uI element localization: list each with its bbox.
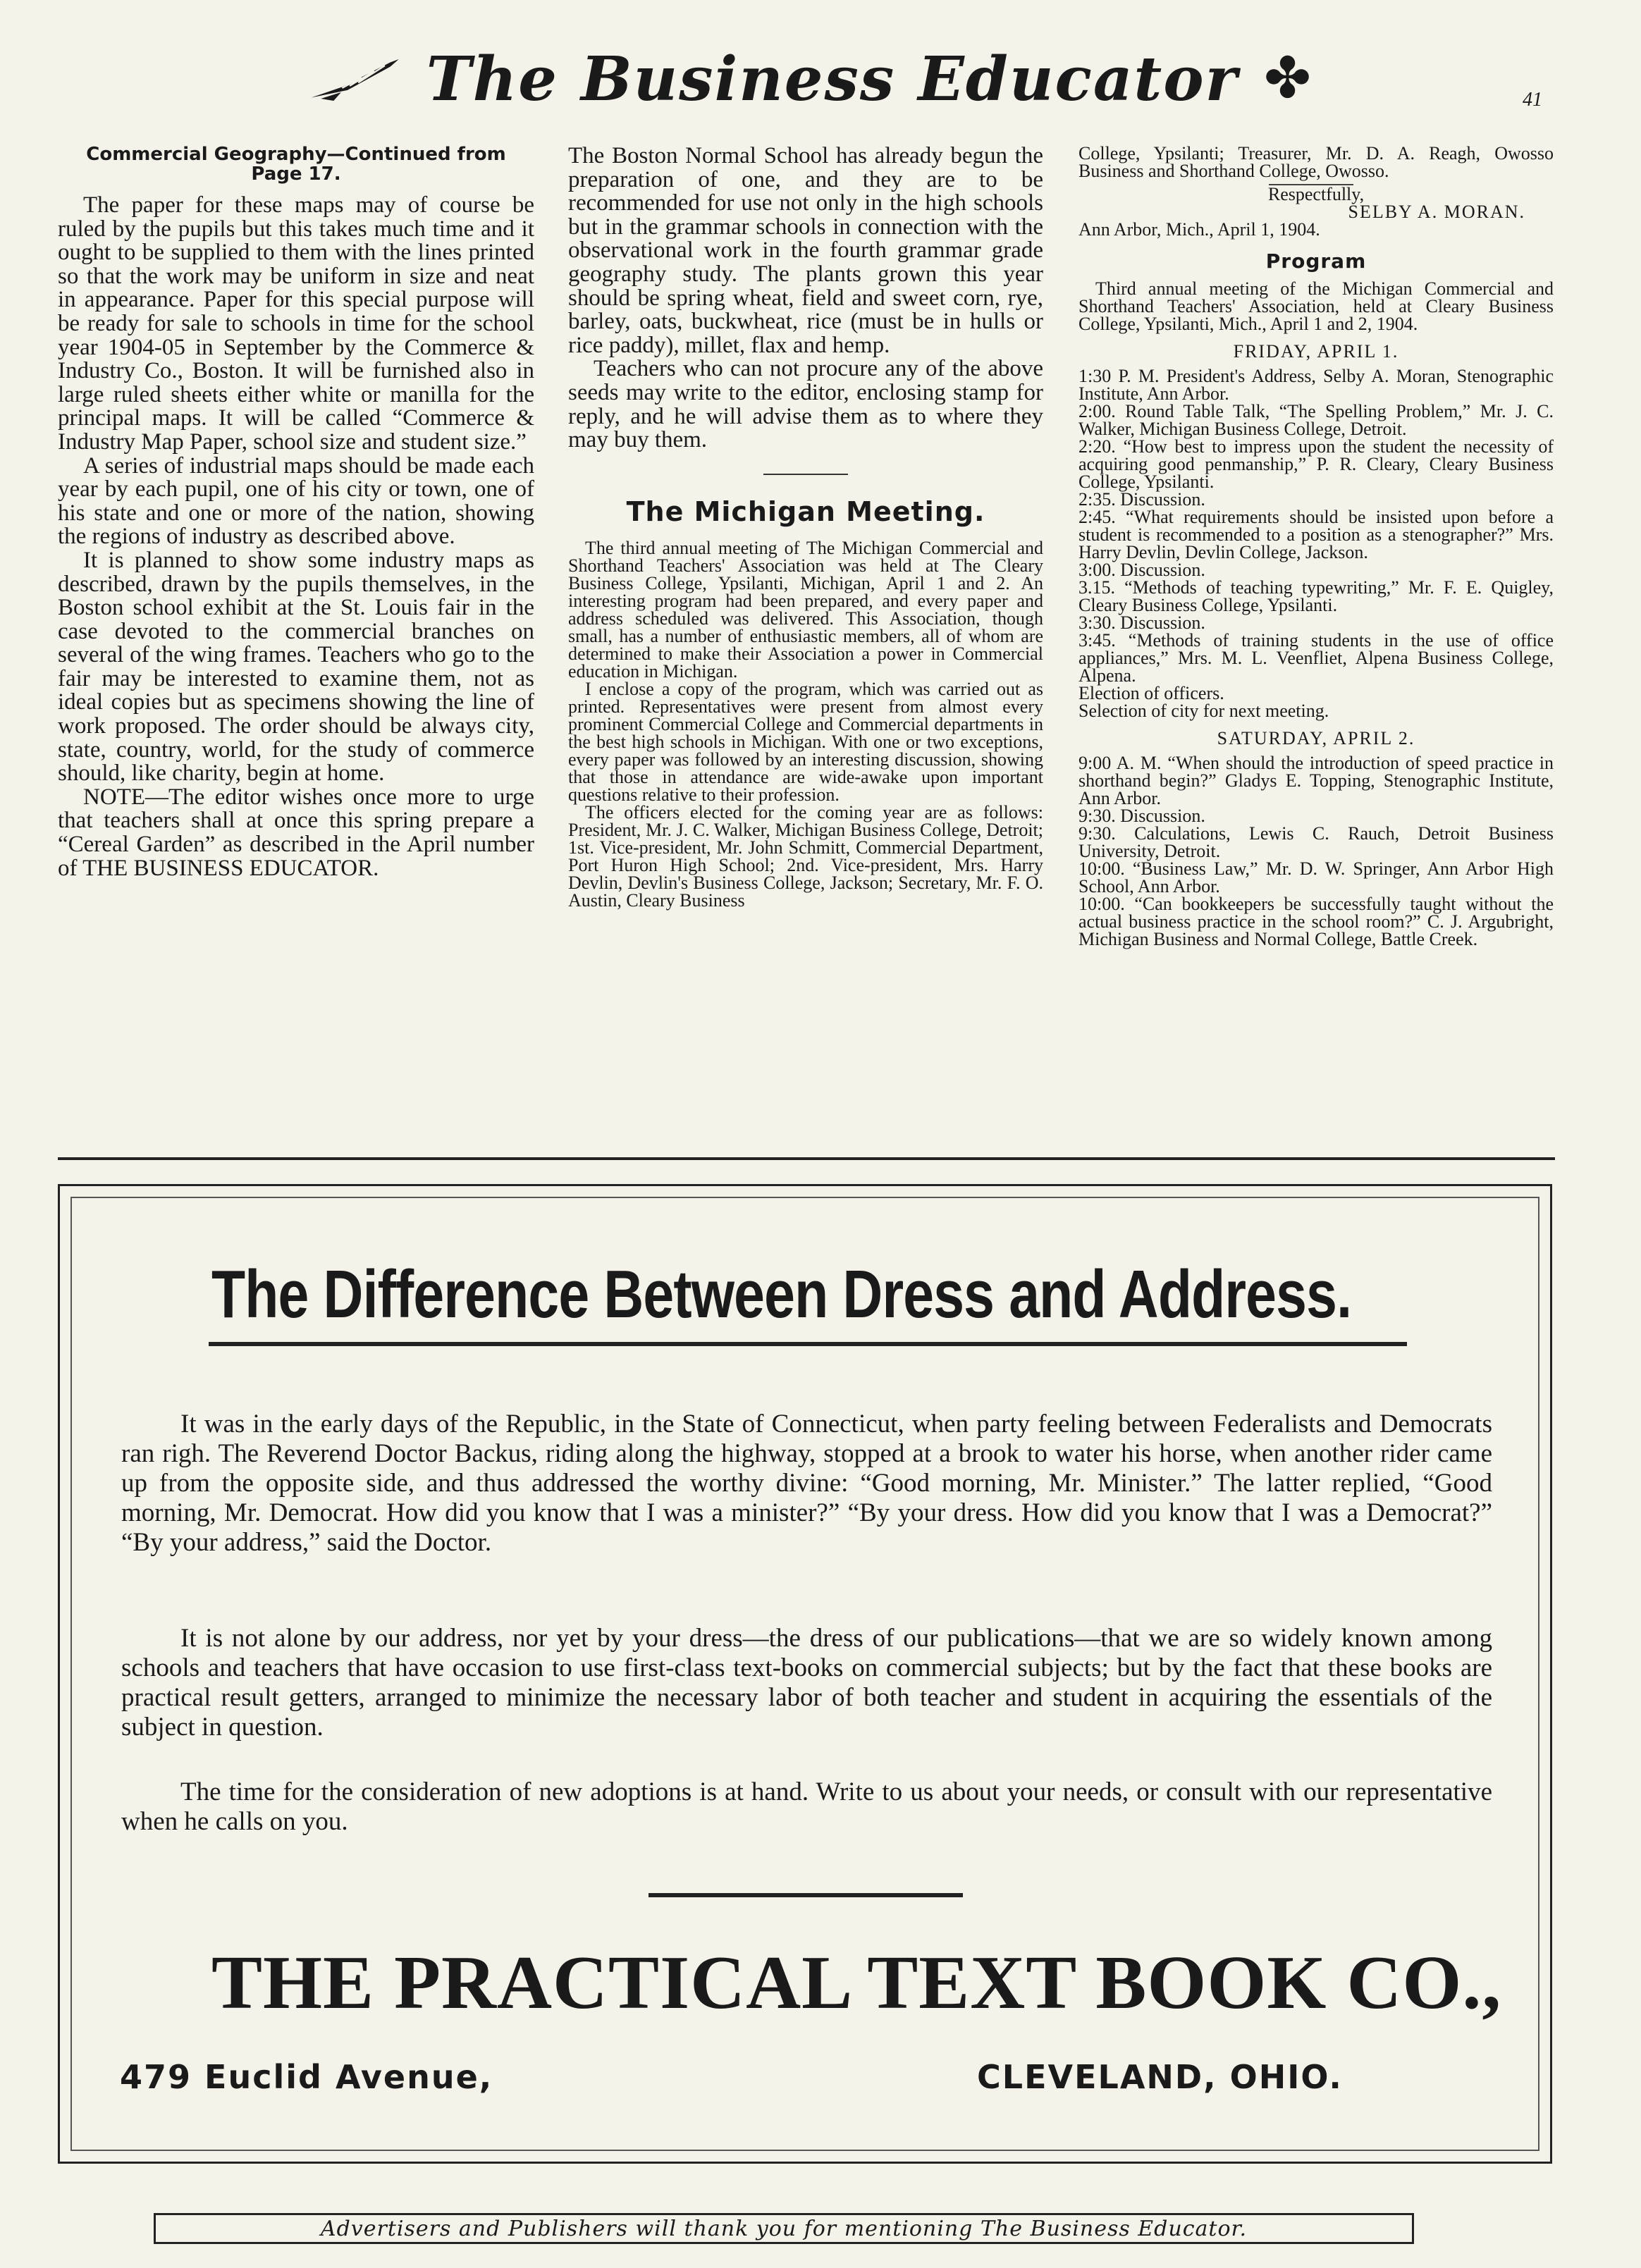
paragraph: A series of industrial maps should be made each year by each pupil, one of his city or town, one of his state and one or more of the nation, showing the regions of industry as described above. (58, 452, 534, 550)
program-item: 3:30. Discussion. (1078, 612, 1205, 633)
paragraph: The third annual meeting of The Michigan Commercial and Shorthand Teachers' Association was held at The Cleary Business College, Ypsilanti, Michigan, April 1 and 2. An interesting program had been prepared, and every paper and address scheduled was delivered. This Association, though small, has a number of enthusiastic members, all of whom are determined to make their Association a power in Commercial education in Michigan. (568, 538, 1043, 682)
quill-pen-icon (310, 47, 401, 111)
ad-headline: The Difference Between Dress and Address. (211, 1257, 1352, 1332)
friday-heading: FRIDAY, APRIL 1. (1233, 341, 1399, 362)
ad-paragraph-text: The time for the consideration of new adoptions is at hand. Write to us about your needs, or consult with our representative when he calls on you. (121, 1777, 1492, 1836)
masthead-title: The Business Educator (426, 43, 1239, 115)
ad-paragraph (121, 1777, 1492, 1837)
footer-text: Advertisers and Publishers will thank you for mentioning The Business Educator. (320, 2216, 1248, 2241)
column-3 (1078, 144, 1554, 948)
closing: Respectfully, (1267, 184, 1365, 204)
program-item: Election of officers. (1078, 683, 1224, 703)
column-1 (58, 144, 534, 880)
program-item: 3.15. “Methods of teaching typewriting,” Mr. F. E. Quigley, Cleary Business College, Ypsilanti. (1078, 577, 1554, 615)
page-number: 41 (1523, 89, 1542, 111)
section-divider (58, 1157, 1555, 1160)
company-name: THE PRACTICAL TEXT BOOK CO., (211, 1941, 1502, 2025)
saturday-heading: SATURDAY, APRIL 2. (1217, 728, 1415, 748)
michigan-meeting-heading: The Michigan Meeting. (626, 495, 985, 527)
program-item: 2:00. Round Table Talk, “The Spelling Problem,” Mr. J. C. Walker, Michigan Business College, Detroit. (1078, 401, 1554, 439)
column-2 (568, 144, 1043, 909)
signature: SELBY A. MORAN. (1348, 202, 1525, 222)
paragraph: The Boston Normal School has already begun the preparation of one, and they are to be recommended for use not only in the high schools but in the grammar schools in connection with the observational work in the fourth grammar grade geography study. The plants grown this year should be spring wheat, field and sweet corn, rye, barley, oats, buckwheat, rice (must be in hulls or rice paddy), millet, flax and hemp. (568, 143, 1043, 358)
program-item: 9:30. Discussion. (1078, 806, 1205, 826)
program-item: 2:20. “How best to impress upon the student the necessity of acquiring good penmanship,” P. R. Cleary, Cleary Business College, Ypsilanti. (1078, 436, 1554, 492)
company-address: 479 Euclid Avenue, (120, 2058, 493, 2096)
paragraph: I enclose a copy of the program, which was carried out as printed. Representatives were present from almost every prominent Commercial College and Commercial departments in the best high schools in Michigan. With one or two exceptions, every paper was followed by an interesting discussion, showing that those in attendance are wide-awake upon important questions relative to their profession. (568, 679, 1043, 806)
program-item: 2:35. Discussion. (1078, 489, 1205, 510)
divider (763, 474, 848, 475)
program-item: 3:45. “Methods of training students in the use of office appliances,” Mrs. M. L. Veenfliet, Alpena Business College, Alpena. (1078, 630, 1554, 686)
paragraph: The paper for these maps may of course be ruled by the pupils but this takes much time and it ought to be supplied to them with the lines printed so that the work may be uniform in size and neat in appearance. Paper for this special purpose will be ready for sale to schools in time for the school year 1904-05 in September by the Commerce & Industry Co., Boston. It will be furnished also in large ruled sheets either white or manilla for the principal maps. It will be called “Commerce & Industry Map Paper, school size and student size.” (58, 192, 534, 455)
masthead (310, 37, 1311, 121)
program-item: 10:00. “Can bookkeepers be successfully taught without the actual business practice in the school room?” C. J. Argubright, Michigan Business and Normal College, Battle Creek. (1078, 894, 1554, 949)
ad-paragraph (121, 1624, 1492, 1742)
paragraph: Teachers who can not procure any of the above seeds may write to the editor, enclosing stamp for reply, and he will advise them as to where they may buy them. (568, 356, 1043, 453)
footer-banner (154, 2213, 1414, 2244)
paragraph: It is planned to show some industry maps as described, drawn by the pupils themselves, in the Boston school exhibit at the St. Louis fair in the case devoted to the commercial branches on several of the wing frames. Teachers who go to the fair may be interested to examine them, not as ideal copies but as specimens showing the line of work proposed. The order should be always city, state, country, world, for the study of commerce should, like charity, begin at home. (58, 547, 534, 787)
ad-paragraph (121, 1410, 1492, 1558)
editor-note: NOTE—The editor wishes once more to urge that teachers shall at once this spring prepare a “Cereal Garden” as described in the April number of THE BUSINESS EDUCATOR. (58, 784, 534, 881)
paragraph: College, Ypsilanti; Treasurer, Mr. D. A. Reagh, Owosso Business and Shorthand College, Owosso. (1078, 143, 1554, 181)
place-date: Ann Arbor, Mich., April 1, 1904. (1078, 219, 1320, 240)
divider (649, 1893, 963, 1897)
divider (209, 1342, 1407, 1346)
program-item: 10:00. “Business Law,” Mr. D. W. Springer, Ann Arbor High School, Ann Arbor. (1078, 858, 1554, 896)
ad-paragraph-text: It is not alone by our address, nor yet by your dress—the dress of our publications—that we are so widely known among schools and teachers that have occasion to use first-class text-books on commercial subjects; but by the fact that these books are practical result getters, arranged to minimize the necessary labor of both teacher and student in acquiring the essentials of the subject in question. (121, 1624, 1492, 1742)
program-item: Selection of city for next meeting. (1078, 701, 1329, 721)
ad-paragraph-text: It was in the early days of the Republic, in the State of Connecticut, when party feeling between Federalists and Democrats ran righ. The Reverend Doctor Backus, riding along the highway, stopped at a brook to water his horse, when another rider came up from the opposite side, and thus addressed the worthy divine: “Good morning, Mr. Minister.” The latter replied, “Good morning, Mr. Democrat. How did you know that I was a minister?” “By your dress. How did you know that I was a Democrat?” “By your address,” said the Doctor. (121, 1410, 1492, 1557)
program-item: 9:00 A. M. “When should the introduction of speed practice in shorthand begin?” Gladys E. Topping, Stenographic Institute, Ann Arbor. (1078, 753, 1554, 808)
paragraph: The officers elected for the coming year are as follows: President, Mr. J. C. Walker, Michigan Business College, Detroit; 1st. Vice-president, Mr. John Schmitt, Commercial Department, Port Huron High School; 2nd. Vice-president, Mrs. Harry Devlin, Devlin's Business College, Jackson; Secretary, Mr. F. O. Austin, Cleary Business (568, 802, 1043, 911)
column-1-subhead: Commercial Geography—Continued from Page 17. (86, 144, 506, 185)
ornament-icon: ✤ (1263, 48, 1311, 110)
program-intro: Third annual meeting of the Michigan Commercial and Shorthand Teachers' Association, held at Cleary Business College, Ypsilanti, Mich., April 1 and 2, 1904. (1078, 278, 1554, 334)
program-item: 1:30 P. M. President's Address, Selby A. Moran, Stenographic Institute, Ann Arbor. (1078, 366, 1554, 404)
program-heading: Program (1265, 249, 1367, 273)
program-item: 3:00. Discussion. (1078, 560, 1205, 580)
program-item: 9:30. Calculations, Lewis C. Rauch, Detroit Business University, Detroit. (1078, 823, 1554, 861)
meeting-report (568, 539, 1043, 909)
company-city: CLEVELAND, OHIO. (977, 2058, 1343, 2096)
program-item: 2:45. “What requirements should be insisted upon before a student is recommended to a position as a stenographer?” Mrs. Harry Devlin, Devlin College, Jackson. (1078, 507, 1554, 562)
